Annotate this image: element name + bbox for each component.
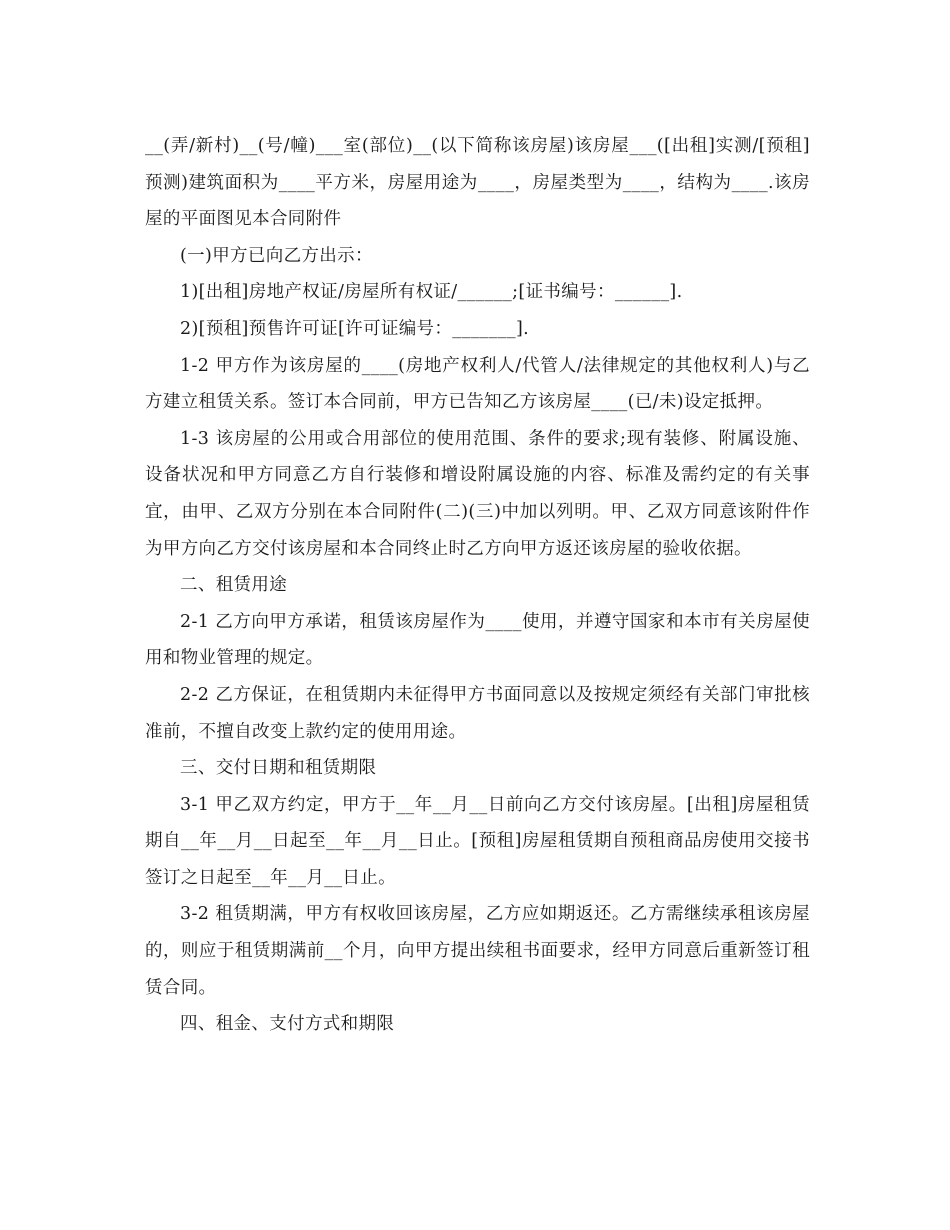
- paragraph-section-1-1: (一)甲方已向乙方出示：: [180, 245, 373, 266]
- paragraph-item-2: 2)[预租]预售许可证[许可证编号：_______].: [180, 318, 530, 339]
- paragraph-clause-2-2: 2-2 乙方保证，在租赁期内未征得甲方书面同意以及按规定须经有关部门审批核准前，不擅自改变上款约定的使用用途。: [145, 684, 810, 742]
- heading-rent-payment: 四、租金、支付方式和期限: [180, 1014, 395, 1035]
- paragraph-premises-description: __(弄/新村)__(号/幢)___室(部位)__(以下简称该房屋)该房屋___([出租]实测/[预租]预测)建筑面积为____平方米，房屋用途为____，房屋类型为____，结构为____.该房屋的平面图见本合同附件: [145, 136, 810, 230]
- paragraph-item-1: 1)[出租]房地产权证/房屋所有权证/______;[证书编号：______].: [180, 282, 683, 303]
- paragraph-clause-1-2: 1-2 甲方作为该房屋的____(房地产权利人/代管人/法律规定的其他权利人)与乙方建立租赁关系。签订本合同前，甲方已告知乙方该房屋____(已/未)设定抵押。: [145, 355, 810, 413]
- document-body: [145, 128, 810, 1043]
- paragraph-clause-1-3: 1-3 该房屋的公用或合用部位的使用范围、条件的要求;现有装修、附属设施、设备状况和甲方同意乙方自行装修和增设附属设施的内容、标准及需约定的有关事宜，由甲、乙双方分别在本合同附件(二)(三)中加以列明。甲、乙双方同意该附件作为甲方向乙方交付该房屋和本合同终止时乙方向甲方返还该房屋的验收依据。: [145, 428, 810, 559]
- paragraph-clause-3-2: 3-2 租赁期满，甲方有权收回该房屋，乙方应如期返还。乙方需继续承租该房屋的，则应于租赁期满前__个月，向甲方提出续租书面要求，经甲方同意后重新签订租赁合同。: [145, 904, 810, 998]
- heading-delivery-and-term: 三、交付日期和租赁期限: [180, 758, 377, 779]
- heading-lease-purpose: 二、租赁用途: [180, 575, 288, 596]
- paragraph-clause-3-1: 3-1 甲乙双方约定，甲方于__年__月__日前向乙方交付该房屋。[出租]房屋租赁期自__年__月__日起至__年__月__日止。[预租]房屋租赁期自预租商品房使用交接书签订之日起至__年__月__日止。: [145, 794, 810, 888]
- paragraph-clause-2-1: 2-1 乙方向甲方承诺，租赁该房屋作为____使用，并遵守国家和本市有关房屋使用和物业管理的规定。: [145, 611, 810, 669]
